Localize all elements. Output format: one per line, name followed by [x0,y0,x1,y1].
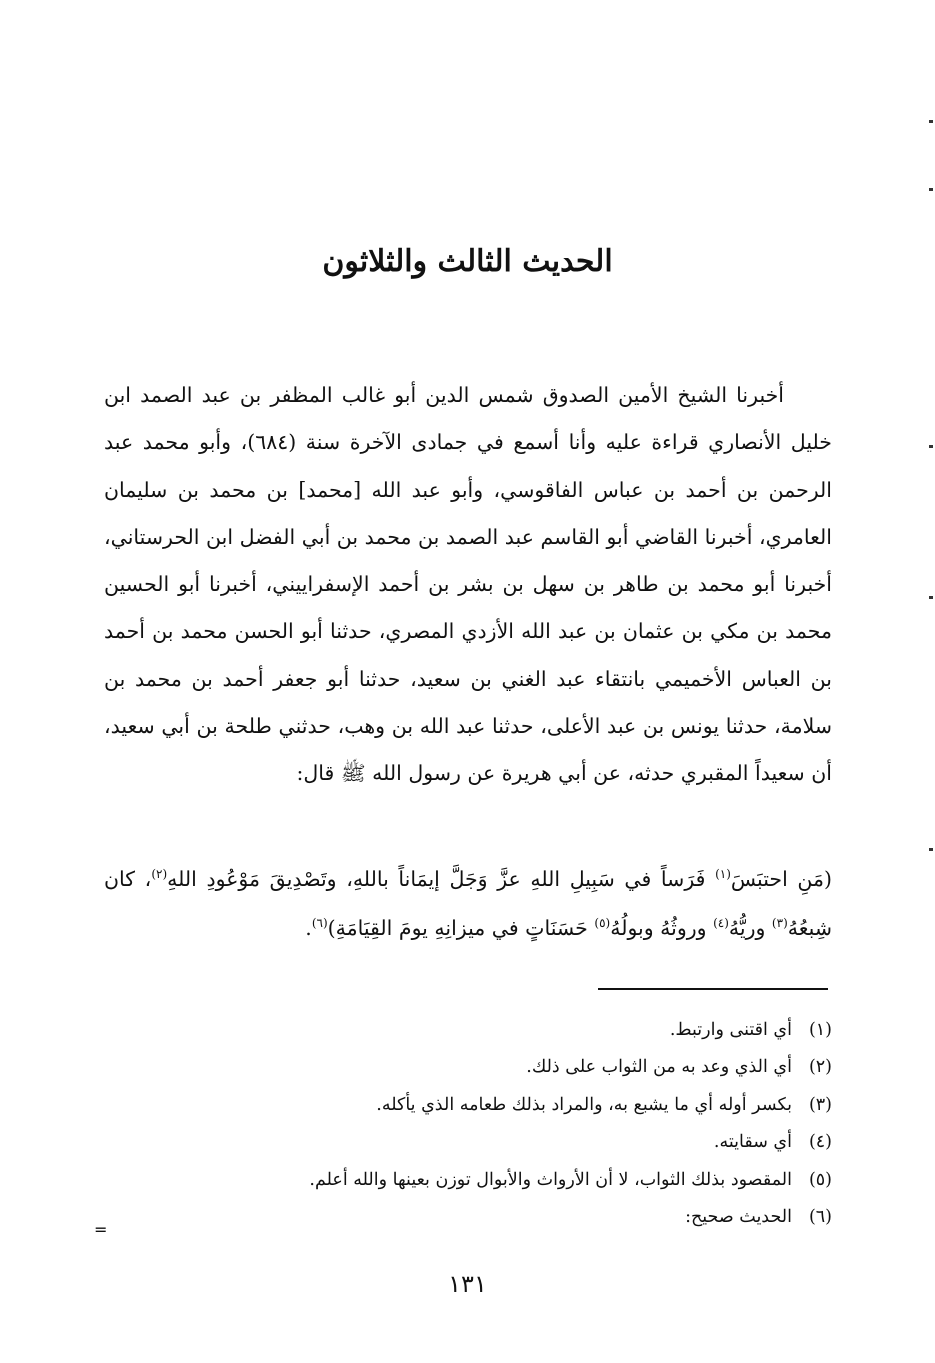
footnote-text: أي الذي وعد به من الثواب على ذلك. [526,1057,792,1078]
scan-edge-mark [929,596,933,599]
scan-edge-mark [929,445,933,448]
footnote-number: (٣) [808,1094,832,1115]
footnote-text: بكسر أوله أي ما يشبع به، والمراد بذلك طعامه الذي يأكله. [376,1094,792,1115]
paragraph-text: أخبرنا الشيخ الأمين الصدوق شمس الدين أبو غالب المظفر بن عبد الصمد ابن خليل الأنصاري قراءة عليه وأنا أسمع في جمادى الآخرة سنة (٦٨٤)، وأبو محمد عبد الرحمن بن أحمد بن عباس الفاقوسي، وأبو عبد الله [محمد] بن محمد بن سليمان العامري، أخبرنا القاضي أبو القاسم عبد الصمد بن محمد بن أبي الفضل ابن الحرستاني، أخبرنا أبو محمد بن طاهر بن سهل بن بشر بن أحمد الإسفراييني، أخبرنا أبو الحسين محمد بن مكي بن عثمان بن عبد الله الأزدي المصري، حدثنا أبو الحسن محمد بن أحمد بن العباس الأخميمي بانتقاء عبد الغني بن سعيد، حدثنا أبو جعفر أحمد بن محمد بن سلامة، حدثنا يونس بن عبد الأعلى، حدثنا عبد الله بن وهب، حدثني طلحة بن أبي سعيد، أن سعيداً المقبري حدثه، عن أبي هريرة عن رسول الله ﷺ قال: [104,383,832,786]
footnote-number: (٥) [808,1169,832,1190]
hadith-part-3: وريُّهُ [728,915,772,940]
hadith-open: (مَنِ احتبَسَ [730,866,833,891]
footnote-text: المقصود بذلك الثواب، لا أن الأرواث والأبوال توزن بعينها والله أعلم. [309,1169,792,1190]
chapter-title: الحديث الثالث والثلاثون [322,244,613,279]
footnote-text: أي سقايته. [713,1132,792,1153]
footnote-item [120,1199,832,1236]
hadith-part-1: فَرَساً في سَبِيلِ اللهِ عزَّ وَجَلَّ إيمَاناً باللهِ، وتَصْدِيقَ مَوْعُودِ اللهِ [167,866,716,891]
footnote-number: (٦) [808,1206,832,1227]
hadith-part-4: وروثُهُ وبولُهُ [610,915,714,940]
footnote-item [120,1049,832,1086]
isnad-paragraph [104,372,832,798]
footnote-ref-1[interactable]: (١) [715,867,731,881]
hadith-end: . [305,915,312,940]
footnote-text: الحديث صحيح: [685,1206,792,1227]
footnote-ref-2[interactable]: (٢) [151,867,168,881]
footnote-separator [598,988,828,990]
footnote-item [120,1087,832,1124]
footnote-item [120,1162,832,1199]
footnote-item [120,1124,832,1161]
footnote-ref-6[interactable]: (٦) [311,915,328,930]
page-number: ١٣١ [448,1270,487,1298]
scan-edge-mark [929,188,933,191]
footnote-number: (١) [808,1020,832,1040]
footnotes-list [120,1012,832,1236]
footnote-ref-5[interactable]: (٥) [594,915,611,930]
scan-edge-mark [929,848,933,851]
footnote-number: (٢) [808,1057,832,1078]
footnote-item [120,1012,832,1049]
scan-edge-mark [929,120,933,123]
footnote-ref-4[interactable]: (٤) [713,915,729,930]
hadith-part-2: ، كان شِبعُهُ [104,866,832,940]
footnote-ref-3[interactable]: (٣) [771,915,788,930]
continuation-mark: = [94,1220,108,1239]
footnote-text: أي اقتنى وارتبط. [669,1020,792,1040]
footnote-number: (٤) [808,1132,832,1153]
hadith-part-5: حَسَنَاتٍ في ميزانِهِ يومَ القِيَامَةِ) [327,915,595,940]
hadith-text [104,852,832,950]
